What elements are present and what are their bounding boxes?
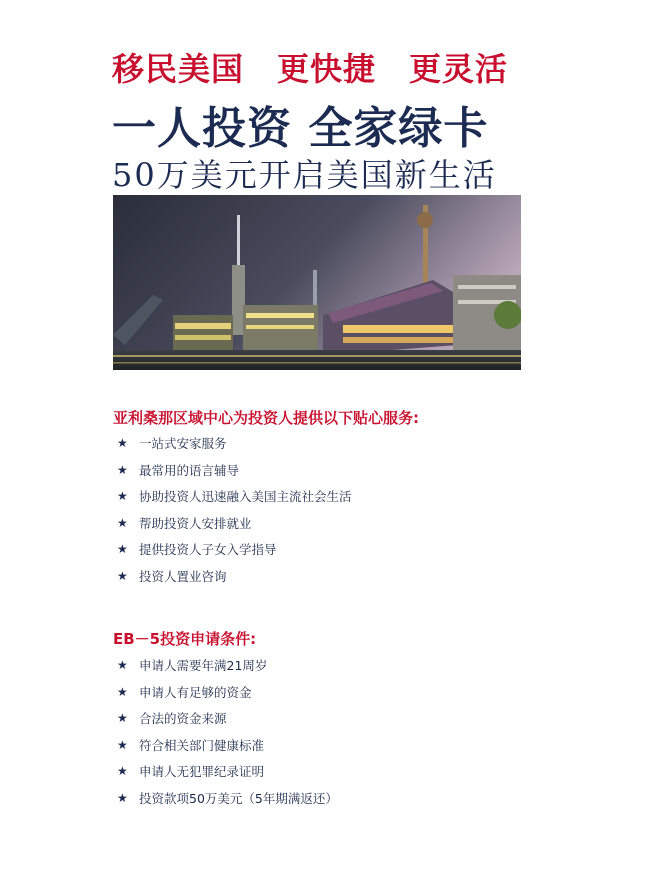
list-item-text: 符合相关部门健康标准 [139, 737, 265, 753]
star-icon: ★ [117, 790, 128, 805]
headline-main: 一人投资 全家绿卡 [112, 103, 489, 154]
eb5-section-title: EB－5投资申请条件: [113, 630, 257, 648]
list-item-text: 协助投资人迅速融入美国主流社会生活 [139, 489, 352, 505]
list-item [117, 758, 338, 785]
list-item [117, 679, 338, 706]
list-item-text: 提供投资人子女入学指导 [139, 542, 277, 558]
list-item-text: 申请人需要年满21周岁 [139, 658, 268, 674]
list-item [117, 536, 352, 563]
hero-image-city-night [113, 195, 521, 370]
list-item-text: 投资人置业咨询 [139, 568, 227, 584]
list-item-text: 投资款项50万美元（5年期满返还） [139, 790, 338, 806]
list-item-text: 最常用的语言辅导 [139, 462, 240, 478]
list-item [117, 457, 352, 484]
star-icon: ★ [117, 658, 128, 673]
list-item-text: 申请人有足够的资金 [139, 684, 252, 700]
star-icon: ★ [117, 462, 128, 477]
list-item [117, 430, 352, 457]
list-item [117, 483, 352, 510]
list-item [117, 510, 352, 537]
star-icon: ★ [117, 737, 128, 752]
list-item [117, 705, 338, 732]
list-item-text: 一站式安家服务 [139, 436, 227, 452]
services-section-title: 亚利桑那区域中心为投资人提供以下贴心服务: [113, 409, 420, 427]
services-list [117, 430, 352, 589]
star-icon: ★ [117, 489, 128, 504]
list-item-text: 申请人无犯罪纪录证明 [139, 764, 265, 780]
list-item-text: 帮助投资人安排就业 [139, 515, 252, 531]
star-icon: ★ [117, 568, 128, 583]
headline-red: 移民美国 更快捷 更灵活 [112, 50, 509, 88]
star-icon: ★ [117, 542, 128, 557]
list-item-text: 合法的资金来源 [139, 711, 227, 727]
list-item [117, 563, 352, 590]
eb5-requirements-list [117, 652, 338, 811]
star-icon: ★ [117, 436, 128, 451]
star-icon: ★ [117, 764, 128, 779]
star-icon: ★ [117, 684, 128, 699]
star-icon: ★ [117, 711, 128, 726]
list-item [117, 732, 338, 759]
headline-subtitle: 50万美元开启美国新生活 [112, 156, 497, 194]
list-item [117, 785, 338, 812]
star-icon: ★ [117, 515, 128, 530]
list-item [117, 652, 338, 679]
